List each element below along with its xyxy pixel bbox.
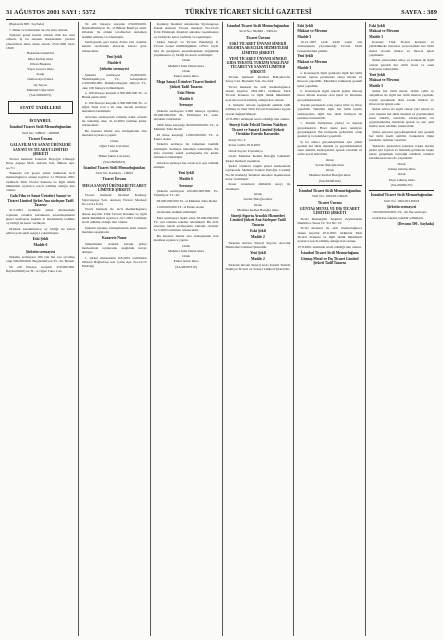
paragraph: Şirket yukarıdaki amaç ve konusu ile ilgili olarak gerekli her türlü ticari ve sınai faaliyette bulunabilir. [369, 58, 434, 71]
heading: Yeni Şekli [106, 54, 123, 59]
heading: Şirketin sermayesi [386, 204, 417, 209]
centered-line: Ortak [182, 254, 191, 259]
centered-line: Ortak [182, 58, 191, 63]
paragraph: Şirketimizin ortaklar kurulu şirket merkezinde toplanarak aşağıdaki kararı almıştır. [81, 241, 147, 254]
heading: İstanbul Ticaret Sicili Memurluğuna [300, 250, 359, 255]
column-4 [222, 22, 294, 636]
paragraph: Ticari İkametgâh: İstanbul Zeytinburnu Demirlice Sitesi 10. Yol No: 16 [297, 216, 363, 225]
paragraph: Ticaret merkezi: İstanbul Bahçelievler Saray Cad. Bestekâr Sok. No.24/4 [225, 75, 291, 84]
paragraph: Toplantı genel kurula olmadı tüm üst olan olmadı. İş bu tutanak maddesinde yazılan yöneticileri imza altına alındı. 25.6.1996 Saat: 18.00 [6, 33, 75, 50]
subheading: Madde 3 [369, 84, 383, 89]
centered-line: Katip [36, 72, 45, 77]
centered-line: Bakanlık temsilcisi [26, 51, 54, 56]
paragraph: Artırılan sermayenin tamamı nakit artırım ile ödenmiş olup 31.12.2002 tarihine kadar ödenecektir. [81, 114, 147, 128]
paragraph: 31.5.2001 tarihinde şirket merkezinde toplanan ortaklar kurulunun anasözleşmenin şirket sermayesi başlıklı 6. maddesinin tadiline oy birliği ile karar vermiştir. [6, 208, 75, 225]
paragraph: Artırılan sermaye her ortak ayrı ayrı taahhüt etmiştir. [153, 160, 219, 169]
heading: Madde 2 [251, 235, 265, 240]
paragraph: 40 hisse karşılığı 1.000.000.000. TL. si Ender Aslan [153, 132, 219, 141]
paragraph: Şirketin ünvanı Sinerji Sigorta Aracılık Hizmetleri Limited Şirketidir. [225, 240, 291, 249]
paragraph: Konusu: Türk Ticaret Kanunu ve yürürlükteki mevzuat çerçevesinde her türlü metal ticareti ithalat ve ihracat işleri yapmaktır. [369, 40, 434, 57]
centered-line: Haluk Şahin Can imza [98, 154, 131, 159]
heading: Sinerji Sigorta Aracılık Hizmetleri Limited Şirketi Ana Sözleşme Tadil Tasarısı [230, 213, 286, 227]
centered-line: Diler Keltan imza [27, 56, 53, 61]
paragraph: Ticari merkezi ile sicil memurluğunca alınan kayıtlar Türk Ticaret Kanunu ve ilgili tüzük hükümleri uyarınca 10.7.2001 tarihinde tescil edilmiş olduğu ilan olunur. [81, 207, 147, 225]
subheading: Maksat ve Mevzuu [297, 29, 328, 34]
centered-line: Sicil No: 189128-136643 [311, 194, 348, 199]
paragraph: a. Konusuyla ilgili gıdalarla ilgili her türlü imalat toptan perakende satışı ithalat ve ihracatı yapabilir. Maddeler hakkında gerekli işleri yapabilir. [297, 70, 363, 88]
centered-line: Mehmet Kemal Baloğlu imza [237, 207, 279, 212]
paragraph: tarafından nakden taahhüt edilmiştir. [372, 215, 424, 220]
paragraph: Ortaklar kurulumuzca oy birliği ile kabul edilen yeni şekli aşağıya çıkarılmıştır. [6, 226, 75, 235]
paragraph: Şirketin sermaye ile tamamen taahhüt edilmiştir. Sermaye tamamen ödenmiştir. Bu defa artırılan nakdi sermayenin bir kısmı tamamen ödenmiştir. [153, 142, 219, 160]
paragraph: Şirket her türlü metal, demir çelik ve alaşımları ile ilgili her türlü imalatı yapmak, toptan perakende alım satımı ithalatı ve ihracatı ile iştigal eder. [369, 89, 434, 106]
city-heading: İSTANBUL [29, 118, 52, 124]
heading: Sermaye [179, 183, 193, 188]
heading: Sinerji Gıda Tekstil Turizm Nakliyat Ticaret ve Sanayi Limited Şirketi Ortaklar Kurulu Kararıdır. [229, 123, 287, 137]
reference-code: (SA/28290615) [103, 159, 126, 164]
heading: İstanbul Ticaret Sicili Memurluğundan [83, 165, 146, 170]
paragraph: Şirketin sermayesi 25.000.000. Yirmibeşmilyon TL. kuruşluktan 2.500.000.000. İkimilyarbeşyüz milyon TL. olup 100 hisseye bölünmüştür. [81, 72, 147, 90]
paragraph: Sermayenin geri kalan dörtte biri ortaklar kurulu tarafından alınacak karara göre ödenecektir. [81, 40, 147, 53]
paragraph: Ticari merkezi ile sicil memurluğunca alınan kayıtlar 28.6.2001 tarihinde Türk Ticaret Kanunu ve ilgili tüzük hükümleri uyarınca tescil edilmiş olduğu ilan olunur. [225, 85, 291, 102]
centered-line: Ender Aslan imza [173, 259, 199, 264]
paragraph: Ticari merkezi ile sicil memurluğunca alınan kayıtlar 25.6.2001 tarihinde Türk Ticaret Kanunu ve ilgili tüzük hükümleri uyarınca tescil edilmiş olduğu ilan olunur. [297, 226, 363, 243]
centered-line: Yaşar Güntaş imza [388, 177, 415, 182]
heading: Madde 6 [179, 97, 193, 102]
heading: Eski Şekli [250, 228, 266, 233]
centered-line: Adnan Güntaş imza [387, 167, 416, 172]
heading: İstanbul Ticaret Sicili Memurluğundan [370, 193, 433, 198]
column-3 [150, 22, 222, 636]
centered-line: Serdar Baloğlu imza [315, 163, 345, 167]
centered-line: Sicil No: 382962 - 330544 [239, 29, 277, 34]
paragraph: 7. Dilek ve temenniler de söz alan olmadı. [9, 27, 69, 32]
heading: Yeni Şekli [178, 171, 194, 176]
paragraph: Yukarıda adı geçen şirket hakkında sicil memurluğunca alınan kayıtlar 21 Haziran 2001 tarihinde Türk Ticaret Kanunu ve ilgili tüzük hükümleri uyarınca tescil edilmiş olduğu ilan olunur. [6, 171, 75, 193]
heading: Ticaret Ünvanı [317, 200, 342, 205]
centered-line: Sicil No: 348647 - 268828 [21, 130, 60, 135]
subheading: Madde 3 [297, 35, 312, 40]
paragraph: Ticaret merkezi: İstanbul Beyoğlu Cihangir Köşe Alpaşa Mah. Aslanlı Sok. Bülent Apt. no.7/1 [6, 157, 75, 170]
centered-line: Ortak [253, 192, 262, 197]
page-header [6, 6, 437, 18]
heading: Eski Şekli [32, 236, 49, 241]
paragraph: Şirketin ünvanı Sinerji Gıda Tekstil Turizm Nakliyat Ticaret ve Sanayi Limited Şirketi'dir. [225, 262, 291, 271]
paragraph: 1.000.000.000 TL. si Ender Aslan [156, 204, 205, 209]
heading: Ticaret Ünvanı [28, 136, 53, 141]
reference-code: (SA/28296104) [318, 178, 341, 183]
paragraph: 2. Şirketin unvanı aşağıdaki şekilde tadil edilmiş ve Yeni Türk Ticaret Kanununa uygun olarak değiştirilmiştir. [225, 103, 291, 116]
paragraph: tarafından taahhüt edilmiştir. [156, 210, 197, 215]
reference-code: (SA/28296107) [390, 182, 413, 187]
paragraph: Toptan perakende satış yapar ithal ve ihraç yapabilir. Tekstille ilgili her türlü işlerin sermayesine ilgili her türlü faaliyeti ile iştirakte bulunabilir. [297, 103, 363, 120]
paragraph: Şirketin sermayesi 100 yüz bin eve ayrılmış olup 500.000.000. Beşyüzmilyon TL. dır. Bunun [6, 255, 75, 264]
paragraph: Eski sermayeyi teşkil eden 50.000.000.000 TL. nın tamamı nakden ödenmiştir. Bu defa artırılan nakdi sermayenin tamamı ortaklar 31.5.2003 tarihinde ödenecektir. [153, 215, 219, 233]
paragraph: 10.12.1997 tarih 4440 sayılı ana sözleşmenin yayınlandığı Ticaret Sicili Gazetesindeki gibidir. [297, 40, 363, 53]
paragraph: b. Konusuyla ilgili tekstil giyim trikotaj fason imalat konusu olan işleri ve imalatını gerçekleştirebilir. [297, 89, 363, 102]
paragraph: Karar No: 4 [228, 137, 246, 142]
paragraph: Şirket Sanayi ve Ticaret Bakanlığı İç Ticaret Genel müdürlüğünün 1976/1 sayılı izni ile gereğince anasözleşmede değişiklik yapılmasına oy birliği ile karar verilmiştir. [153, 40, 219, 57]
centered-line: Ortak [325, 168, 334, 173]
centered-line: Ortak [110, 138, 119, 143]
centered-line: Oy Sayıcı [33, 82, 48, 87]
heading: Şirketin sermayesi [25, 249, 56, 254]
paragraph: Bu hususta ilmini ana sözleşmenin dan maddesi uyarınca yapılır. [81, 128, 147, 138]
header-rule [6, 19, 437, 20]
paragraph: Ortak Sayısı: Toplantıya [228, 148, 263, 153]
heading: Şirketin sermayesi [99, 67, 129, 72]
paragraph: Karar tarihi: 20.8.2001 [228, 143, 261, 148]
divider [369, 190, 434, 191]
heading: Karaerte Name [102, 236, 127, 241]
reference-code: (SA/28299075) [29, 93, 52, 98]
heading: ESKİ TİCARET ÜNVANI SİNERJİ SİGORTA ARACILIK HİZMETLERİ LİMİTED ŞİRKETİ [227, 41, 289, 55]
centered-line: Osman Aycil imza [27, 77, 54, 82]
paragraph: 99.000.000.000 TL. si Mehmet Taha Deniz [156, 198, 218, 203]
centered-line: 27.8.2001 tarihinde tescil edildiği ilan olunur. [297, 244, 362, 249]
centered-line: Ortak [397, 172, 406, 177]
subheading: Yeni Şekli [297, 54, 314, 59]
heading: Eski Metin [177, 90, 195, 95]
centered-line: Oğuz Tuna Can imza [99, 143, 130, 148]
subheading: Maksat ve Mevzuu [369, 78, 400, 83]
heading: Mega Sanayi Ürünleri Ticaret limited Şirketi Tadil Tasarısı [156, 80, 216, 89]
paragraph: İş bu amacı gerçekleştirmek için şirket gerekli her türlü menkul ve gayrimenkulleri satın alabilir, kiralayabilir, ipotek verebilir ve sicile tescil ettirebilir. [297, 139, 363, 157]
heading: İstanbul Ticaret Sicili Memurluğundan [298, 188, 361, 193]
centered-line: Mehmet Kemal Baloğlu imza [308, 173, 351, 178]
heading: Madde 6 [107, 61, 122, 66]
column-1 [6, 22, 78, 636]
paragraph: (Baştarafı 388 . Sayfada) [9, 22, 44, 26]
column-5 [293, 22, 365, 636]
paragraph: Şirket amacı ile ilgili olarak yurt içinde ve yurt dışında her türlü menkul ve gayrimenkul satın alabilir, satabilir, kiralayabilir, bu gayrimenkuller üzerinde ipotek ve sair ayni haklar tesis edebilir, kaldırabilir. [369, 107, 434, 129]
divider [297, 185, 362, 186]
centered-line: Yaşar Gencer imza [27, 67, 54, 71]
paragraph: a. 100 hisseye karşılık 2.500.000.000 TL. si Haluk şahin aittir. [81, 91, 147, 100]
centered-line: Serdar Baloğlu imza [243, 197, 273, 202]
section-box: STATÜ TADİLLERİ [8, 101, 73, 114]
subheading: Eski Şekli [297, 23, 314, 28]
subheading: Madde 3 [369, 35, 383, 40]
centered-line: Mehmet Taha Deniz imza [168, 63, 205, 68]
centered-line: Ortak [182, 243, 191, 248]
heading: MEGA SANAYİ ÜRÜNLERİ TİCARET LİMİTED ŞİRKETİ [82, 183, 147, 192]
paragraph: Kadıköy İstanbul adresinden Siyavuşpaşa Sokak Anılsen Ticaret merkezi No:12/24 Ü.64 Emintaşlı İstanbul adresine taşınmasına oy birliği ile karar verilmiş ve taşınmıştır. [153, 22, 219, 39]
paragraph: Şirket amacını gerçekleştirmek için gerekli her türlü kredi alabilir, bankalarla ilişki kurabilir, teminat verebilir. [369, 129, 434, 143]
centered-line: Mehmet Taha Deniz imza [168, 248, 205, 253]
reference-code: (SA/28287310) [175, 264, 197, 269]
heading: GÜNTAŞ METAL VE DIŞ TİCARET LİMİTED ŞİRKETİ [299, 206, 360, 216]
centered-line: Divan Başkanı [30, 61, 51, 66]
paragraph: Ticaret merkezi: İstanbul Kadıköy Siyavuşpaşa Sok. Anılsen Ticaret Merkezi No.12/24 Ü.64 [81, 193, 147, 206]
subheading: Maksat ve Mevzuu [369, 29, 400, 34]
column-2 [78, 22, 150, 636]
paragraph: ortak: Mehmet Kemal Baloğlu Gündem: Şirket merkezi taşınması [225, 154, 291, 163]
centered-line: Sicil No: 189128/136643 [383, 198, 420, 203]
heading: Madde 6 [33, 243, 48, 248]
paragraph: 1. Şirket merkezinin 8.8.2001 tarihinden itibaren Bağlarbaşı sok. Çetin Apt. No:14/15 Emirdağ [81, 255, 147, 268]
text-columns [6, 22, 437, 636]
paragraph: 50 elli hisseye karşılık 250.000.000. İkiyüzellimilyon TL. si Bülent Benli'ye aittir. Ortaklar ile eldeki taraflardan tamamen taahhüt edilmiş ve ödenmiştir. [81, 22, 147, 39]
heading: Sermaye [179, 103, 193, 108]
centered-line: Ortak [182, 68, 191, 73]
paragraph: Bu hususta ilanlar ana sözleşmenin ilan maddesi uyarınca yapılır. [153, 233, 219, 243]
paragraph: Yukarıda gösterilen işlerden başka ileride şirket için faydalı ve lüzumlu görülecek başka işlere girişilmek istendiği takdirde ortaklar kurulunun kararı ile yapılabilir. [369, 143, 434, 161]
subheading: Madde 3 [297, 65, 312, 70]
paragraph: Karar ortakların mühürlü onayı ile alınmıştır. [225, 182, 291, 191]
heading: Güntaş Metal ve Dış Ticaret Limited Şirketi Tadil Tasarısı [300, 257, 359, 266]
centered-line: Mahmut Uğur imza [26, 87, 55, 92]
heading: Madde 2 [251, 257, 265, 262]
heading: YENİ TİCARET ÜNVANI SİNERJİ GIDA TEKSTİL TURİZM NAKLİYAT TİCARET VE SANAYİ LİMİTED ŞİRKETİ [226, 56, 290, 74]
heading: Gala Film ve Sanat Ürünleri Sanayi ve Ticaret Limited Şirket Ana sözleşme Tadil Tasarısı [7, 194, 74, 207]
heading: İstanbul Ticaret Sicili Memurluğundan [9, 125, 72, 130]
column-6 [365, 22, 437, 636]
paragraph: 1960 hisse karşılığı 49.000.000.000. TL. si Mehmet Taha Deniz [153, 122, 219, 132]
paragraph: b. 100 hisseye karşılık 2.500.000.000 TL. si Oğuz Tuna Can a ait olup önceki sermaye tamamen ödenmiştir. [81, 100, 147, 114]
heading: Yeni Şekli [250, 251, 266, 255]
centered-line: Ortak [110, 149, 119, 154]
heading: Madde 6 [179, 177, 193, 182]
gazette-title: TÜRKİYE TİCARET SİCİLİ GAZETESİ [185, 8, 312, 16]
paragraph: c. Turizm faaliyetine yurtiçi ve dışında gerçekleştirir. Hava deniz kara nakliyatı gerçekleştirir. Bu faaliyetle geliştirilir ortak gerekli iş ve işlemleri yapabilir. [297, 121, 363, 138]
paragraph: 120.000.000.000.-TL. dir. Bu sermaye: [372, 210, 427, 215]
subheading: Yeni Şekli [369, 72, 385, 77]
heading: Ticaret Ünvanı [102, 177, 127, 182]
issue-date: 31 AĞUSTOS 2001 SAYI : 5372 [6, 8, 96, 16]
centered-line: Ender Aslan imza [173, 74, 199, 79]
centered-line: Ortak [397, 162, 406, 166]
heading: İstanbul Ticaret Sicili Memurluğundan [227, 24, 289, 28]
paragraph: Şirketin kuruluş sözleşmesinin tadil olunan maddesi aşağıdadır. [81, 225, 147, 234]
paragraph: 50 elli hisseye karşılık 250.000.000. İkiyüzellimilyon TL. si Oğuz Tuna Can, [6, 264, 75, 274]
centered-line: 27.8.2001 tarihinde tescil edildiği ilan olunur. [225, 117, 290, 122]
subheading: Eski Şekli [369, 23, 385, 28]
centered-line: Ortak [253, 202, 262, 207]
paragraph: Şirket ortakları bugün şirket merkezinde toplanarak Mehmet Kemal Baloğlu Caddesi No.56 Kadıköy İstanbul adresine taşınmasına karar verilmiştir. [225, 164, 291, 181]
centered-line: Ortak [325, 157, 334, 162]
centered-line: Sicil No: Kadıköy - 10093 [95, 171, 133, 176]
heading: Ticaret Ünvanı [246, 35, 270, 40]
paragraph: Şirketin sermayesi 2.000 hisseye ayrılmış 50.000.000.000. TL. Ellimilyar TL. sıdır. Ortaklar tarafından: [153, 108, 219, 122]
heading: GALA FİLM VE SANAT ÜRÜNLERİ SANAYİ VE TİCARET LİMİTED ŞİRKETİ [10, 143, 71, 156]
continuation-note: (Devamı 390 . Sayfada) [397, 221, 434, 226]
paragraph: Şirketin sermayesi 100.000.000.000. TL. Yüzmilyar TL. dir. [153, 189, 219, 198]
subheading: Maksat ve Mevzuu [297, 60, 328, 65]
page-number: SAYFA : 389 [401, 8, 437, 16]
